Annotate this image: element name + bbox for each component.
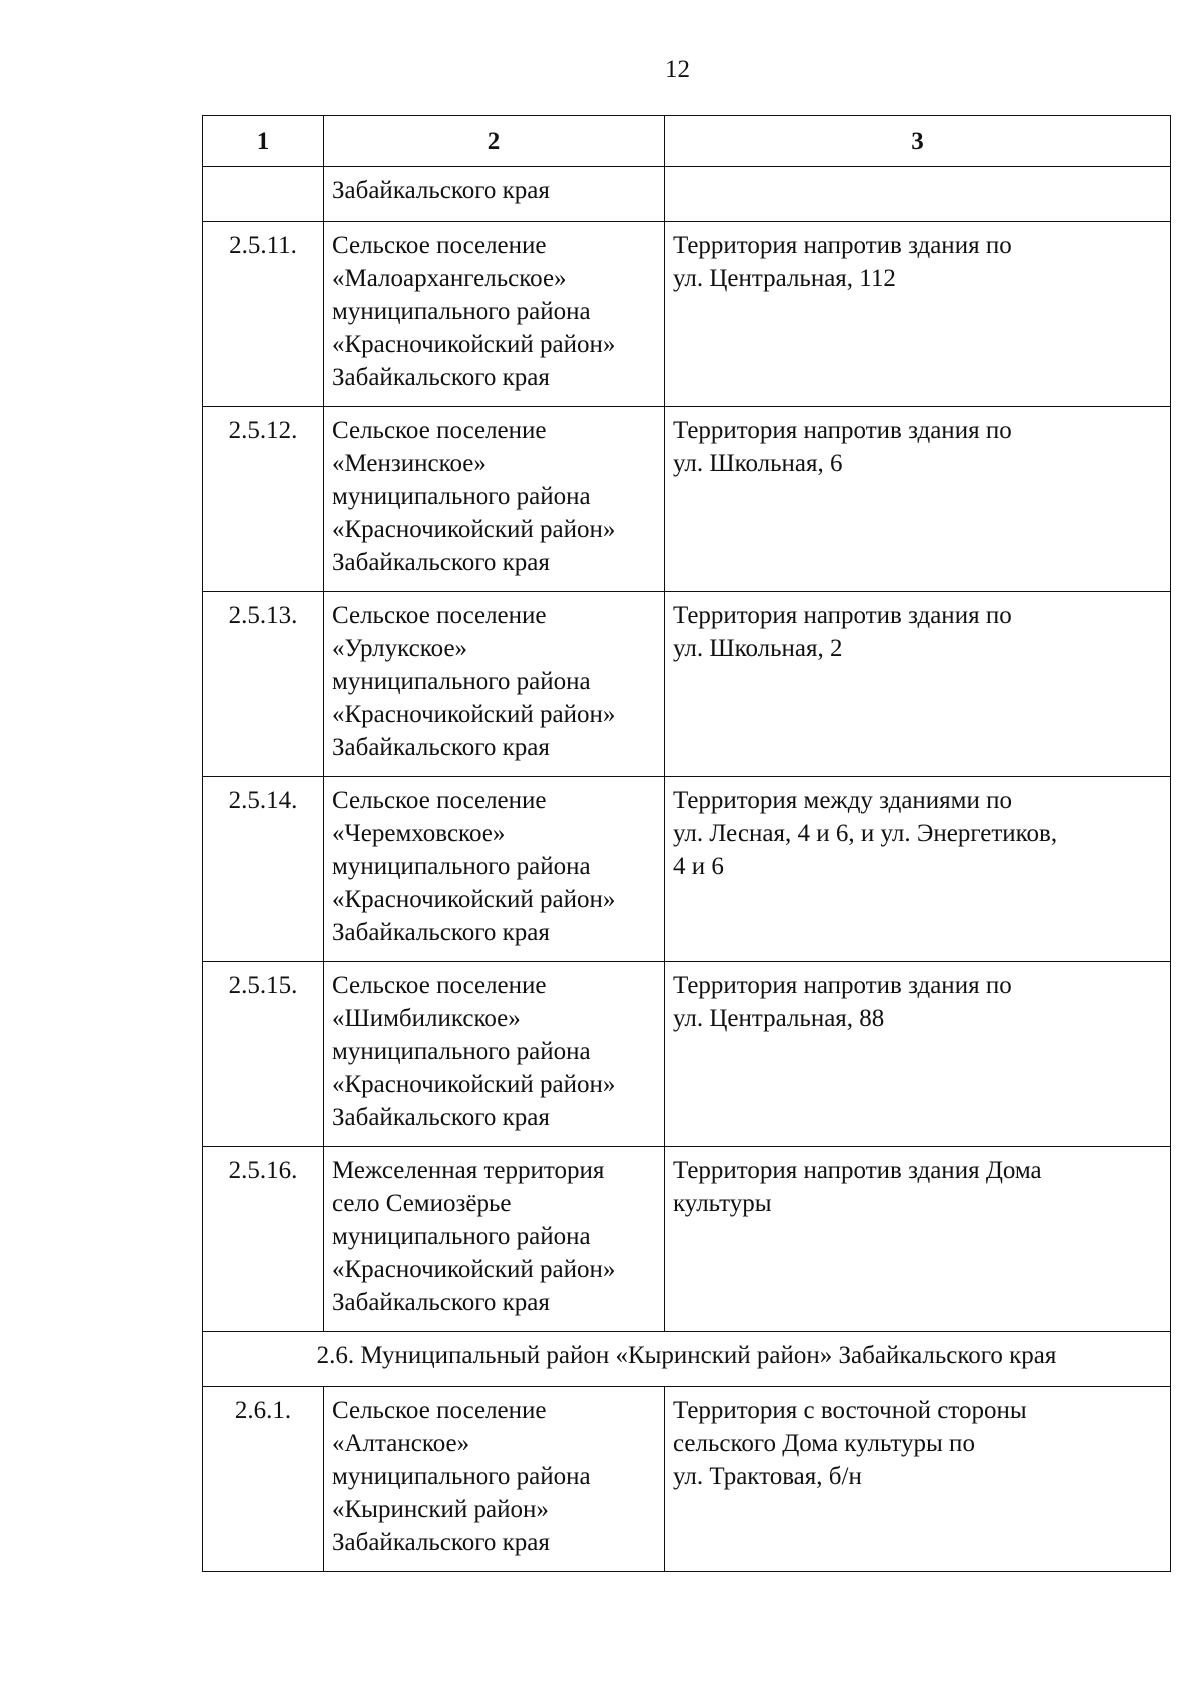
municipality-line: Сельское поселение [332, 417, 547, 444]
municipality-line: «Алтанское» [332, 1430, 470, 1457]
municipality-line: «Кыринский район» [332, 1496, 549, 1523]
municipality-line: «Мензинское» [332, 450, 486, 477]
row-number [203, 167, 324, 222]
municipality-cell [324, 592, 665, 777]
municipality-line: Сельское поселение [332, 787, 547, 814]
table-row [203, 777, 1171, 962]
location-line: ул. Школьная, 2 [673, 635, 843, 662]
municipality-line: муниципального района [332, 1038, 591, 1065]
municipality-line: Забайкальского края [332, 734, 550, 761]
municipality-cell [324, 777, 665, 962]
municipality-line: Забайкальского края [332, 549, 550, 576]
row-number: 2.5.16. [203, 1147, 324, 1332]
section-heading-row [203, 1332, 1171, 1387]
municipality-cell [324, 1387, 665, 1572]
municipality-cell [324, 222, 665, 407]
municipality-line: Сельское поселение [332, 972, 547, 999]
location-line: ул. Центральная, 112 [673, 265, 896, 292]
municipality-line: Межселенная территория [332, 1157, 605, 1184]
location-cell [665, 962, 1171, 1147]
row-number: 2.5.15. [203, 962, 324, 1147]
municipality-line: «Малоархангельское» [332, 265, 567, 292]
location-line: Территория напротив здания по [673, 232, 1012, 259]
table-row [203, 1147, 1171, 1332]
municipality-line: Сельское поселение [332, 232, 547, 259]
table-row [203, 962, 1171, 1147]
column-header-1: 1 [203, 116, 324, 167]
municipality-line: муниципального района [332, 1463, 591, 1490]
row-number: 2.5.13. [203, 592, 324, 777]
location-line: Территория напротив здания Дома [673, 1157, 1042, 1184]
table-body [203, 116, 1171, 1572]
location-cell [665, 777, 1171, 962]
municipality-line: Забайкальского края [332, 1289, 550, 1316]
municipality-line: «Шимбиликское» [332, 1005, 521, 1032]
location-line: Территория напротив здания по [673, 417, 1012, 444]
location-cell [665, 1147, 1171, 1332]
municipality-cell [324, 407, 665, 592]
table-row [203, 592, 1171, 777]
municipality-cell [324, 962, 665, 1147]
municipality-line: «Черемховское» [332, 820, 506, 847]
table-row [203, 222, 1171, 407]
municipality-line: Забайкальского края [332, 1104, 550, 1131]
municipality-line: муниципального района [332, 483, 591, 510]
table-row [203, 407, 1171, 592]
municipality-line: «Красночикойский район» [332, 331, 616, 358]
page-number: 12 [665, 56, 690, 83]
location-line: ул. Центральная, 88 [673, 1005, 885, 1032]
location-line: ул. Школьная, 6 [673, 450, 843, 477]
municipality-line: Забайкальского края [332, 919, 550, 946]
row-number: 2.5.14. [203, 777, 324, 962]
column-header-2: 2 [324, 116, 665, 167]
municipality-line: «Красночикойский район» [332, 1071, 616, 1098]
location-cell [665, 1387, 1171, 1572]
locations-table [202, 115, 1171, 1572]
continuation-row [203, 167, 1171, 222]
location-cell [665, 167, 1171, 222]
municipality-line: Забайкальского края [332, 364, 550, 391]
location-line: ул. Трактовая, б/н [673, 1463, 862, 1490]
municipality-line: муниципального района [332, 1223, 591, 1250]
table-row [203, 1387, 1171, 1572]
location-cell [665, 592, 1171, 777]
location-line: культуры [673, 1190, 772, 1217]
location-line: ул. Лесная, 4 и 6, и ул. Энергетиков, [673, 820, 1058, 847]
municipality-line: Сельское поселение [332, 602, 547, 629]
location-line: Территория с восточной стороны [673, 1397, 1027, 1424]
table-header-row [203, 116, 1171, 167]
location-line: 4 и 6 [673, 853, 724, 880]
municipality-line: «Красночикойский район» [332, 516, 616, 543]
municipality-line: «Красночикойский район» [332, 886, 616, 913]
municipality-line: село Семиозёрье [332, 1190, 512, 1217]
location-line: Территория напротив здания по [673, 602, 1012, 629]
municipality-line: Сельское поселение [332, 1397, 547, 1424]
municipality-cell [324, 167, 665, 222]
location-cell [665, 407, 1171, 592]
municipality-line: Забайкальского края [332, 1529, 550, 1556]
row-number: 2.6.1. [203, 1387, 324, 1572]
location-cell [665, 222, 1171, 407]
location-line: Территория между зданиями по [673, 787, 1013, 814]
location-line: Территория напротив здания по [673, 972, 1012, 999]
municipality-line: «Красночикойский район» [332, 1256, 616, 1283]
location-line: сельского Дома культуры по [673, 1430, 975, 1457]
municipality-line: муниципального района [332, 853, 591, 880]
municipality-line: муниципального района [332, 668, 591, 695]
municipality-line: муниципального района [332, 298, 591, 325]
municipality-line: Забайкальского края [332, 177, 550, 204]
municipality-line: «Красночикойский район» [332, 701, 616, 728]
row-number: 2.5.11. [203, 222, 324, 407]
section-heading: 2.6. Муниципальный район «Кыринский район» Забайкальского края [203, 1332, 1171, 1387]
municipality-line: «Урлукское» [332, 635, 468, 662]
municipality-cell [324, 1147, 665, 1332]
column-header-3: 3 [665, 116, 1171, 167]
row-number: 2.5.12. [203, 407, 324, 592]
